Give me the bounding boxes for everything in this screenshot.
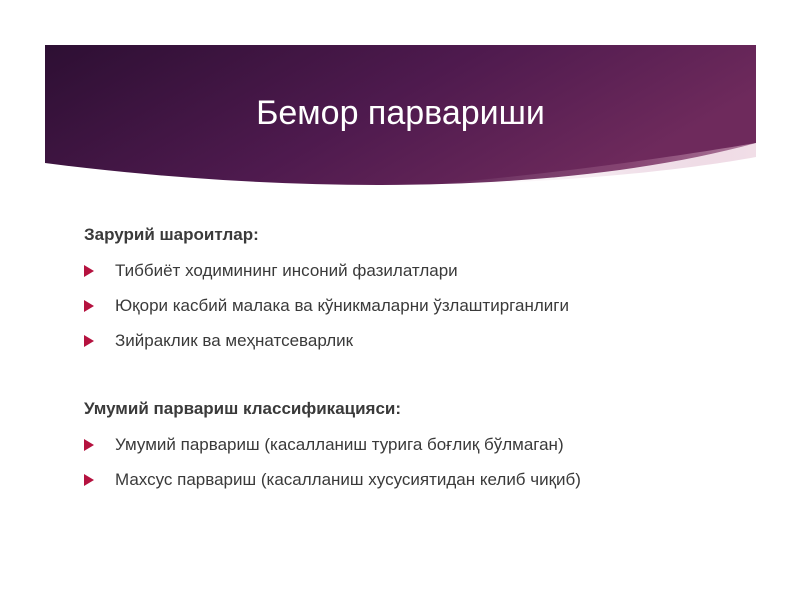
section-heading-classification: Умумий парвариш классификацияси: [84,399,402,418]
slide-title: Бемор парвариши [256,94,545,132]
bullet-text: Махсус парвариш (касалланиш хусусиятидан келиб чиқиб) [115,469,581,489]
triangle-bullet-icon [84,265,94,277]
bullet-list-requirements [84,253,569,358]
bullet-text: Юқори касбий малака ва кўникмаларни ўзлаштирганлиги [115,295,569,315]
triangle-bullet-icon [84,474,94,486]
list-item [84,288,569,323]
list-item [84,427,581,462]
bullet-text: Тиббиёт ходимининг инсоний фазилатлари [115,260,458,280]
bullet-text: Зийраклик ва меҳнатсеварлик [115,330,354,350]
list-item [84,253,569,288]
list-item [84,462,581,497]
bullet-text: Умумий парвариш (касалланиш турига боғлиқ бўлмаган) [115,434,564,454]
list-item [84,323,569,358]
triangle-bullet-icon [84,439,94,451]
triangle-bullet-icon [84,300,94,312]
triangle-bullet-icon [84,335,94,347]
bullet-list-classification [84,427,581,497]
section-heading-requirements: Зарурий шароитлар: [84,225,259,244]
